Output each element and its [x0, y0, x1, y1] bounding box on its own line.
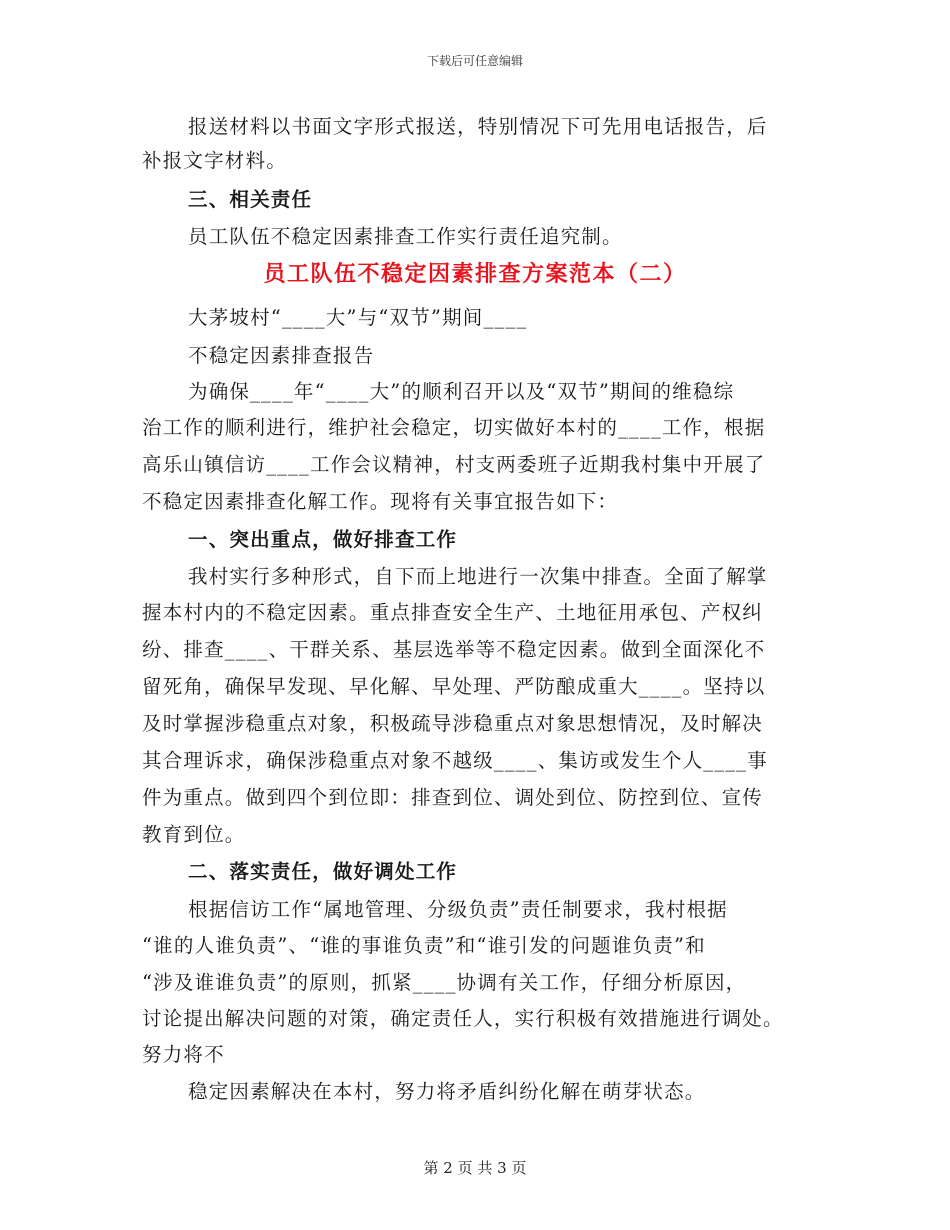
- paragraph-line: 为确保____年“____大”的顺利召开以及“双节”期间的维稳综: [188, 380, 735, 403]
- paragraph-line: 讨论提出解决问题的对策，确定责任人，实行积极有效措施进行调处。: [142, 1007, 784, 1030]
- paragraph-line: 报送材料以书面文字形式报送，特别情况下可先用电话报告，后: [188, 115, 768, 138]
- paragraph-line: 员工队伍不稳定因素排查工作实行责任追究制。: [188, 225, 623, 248]
- section-heading: 一、突出重点，做好排查工作: [188, 528, 458, 551]
- section-heading: 三、相关责任: [188, 188, 313, 211]
- paragraph-line: 稳定因素解决在本村，努力将矛盾纠纷化解在萌芽状态。: [188, 1080, 706, 1103]
- paragraph-line: 高乐山镇信访____工作会议精神，村支两委班子近期我村集中开展了: [142, 453, 766, 476]
- paragraph-line: “谁的人谁负责”、“谁的事谁负责”和“谁引发的问题谁负责”和: [142, 934, 706, 957]
- paragraph-line: 根据信访工作“属地管理、分级负责”责任制要求，我村根据: [188, 898, 728, 921]
- page-footer: 第 2 页 共 3 页: [423, 1159, 527, 1177]
- paragraph-line: 努力将不: [142, 1043, 225, 1066]
- paragraph-line: 留死角，确保早发现、早化解、早处理、严防酿成重大____。坚持以: [142, 675, 766, 698]
- paragraph-line: 不稳定因素排查报告: [188, 344, 375, 367]
- page-header: 下载后可任意编辑: [426, 54, 523, 68]
- paragraph-line: 件为重点。做到四个到位即：排查到位、调处到位、防控到位、宣传: [142, 786, 764, 809]
- paragraph-line: 大茅坡村“____大”与“双节”期间____: [188, 306, 528, 329]
- section-heading: 二、落实责任，做好调处工作: [188, 860, 458, 883]
- paragraph-line: 治工作的顺利进行，维护社会稳定，切实做好本村的____工作，根据: [142, 416, 766, 439]
- paragraph-line: 及时掌握涉稳重点对象，积极疏导涉稳重点对象思想情况，及时解决: [142, 712, 764, 735]
- paragraph-line: “涉及谁谁负责”的原则，抓紧____协调有关工作，仔细分析原因，: [142, 971, 747, 994]
- document-title: 员工队伍不稳定因素排查方案范本（二）: [263, 261, 687, 287]
- paragraph-line: 其合理诉求，确保涉稳重点对象不越级____、集访或发生个人____事: [142, 749, 768, 772]
- paragraph-line: 纷、排查____、干群关系、基层选举等不稳定因素。做到全面深化不: [142, 638, 766, 661]
- paragraph-line: 握本村内的不稳定因素。重点排查安全生产、土地征用承包、产权纠: [142, 601, 764, 624]
- paragraph-line: 我村实行多种形式，自下而上地进行一次集中排查。全面了解掌: [188, 565, 768, 588]
- paragraph-line: 补报文字材料。: [142, 149, 287, 172]
- paragraph-line: 不稳定因素排查化解工作。现将有关事宜报告如下：: [142, 490, 619, 513]
- paragraph-line: 教育到位。: [142, 823, 246, 846]
